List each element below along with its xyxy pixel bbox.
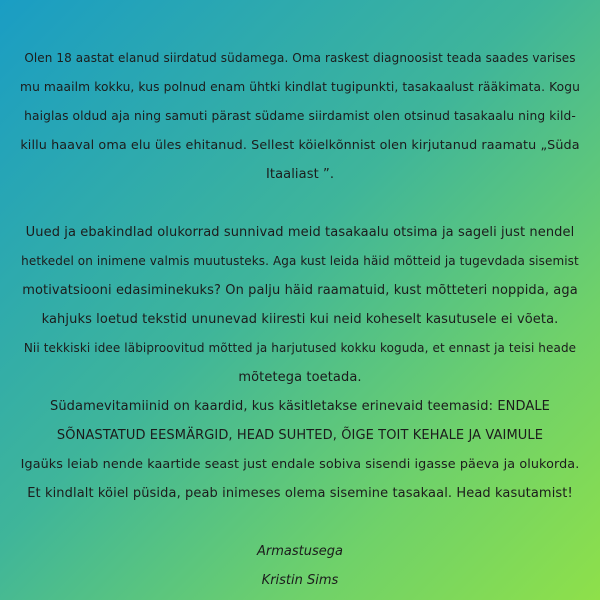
text-line: Et kindlalt köiel püsida, peab inimeses olema sisemine tasakaal. Head kasutamist!	[27, 486, 573, 501]
paragraph-gap	[0, 508, 600, 537]
body-paragraph	[20, 218, 580, 508]
text-line: Uued ja ebakindlad olukorrad sunnivad meid tasakaalu otsima ja sageli just nendel	[25, 225, 575, 240]
text-line: Südamevitamiinid on kaardid, kus käsitletakse erinevaid teemasid: ENDALE	[49, 399, 551, 414]
text-line: kahjuks loetud tekstid ununevad kiiresti kui neid koheselt kasutusele ei võeta.	[41, 312, 559, 327]
text-line: Itaaliast ”.	[265, 167, 335, 182]
signature-block	[20, 537, 580, 595]
text-line: motivatsiooni edasiminekuks? On palju häid raamatuid, kust mõtteteri noppida, aga	[22, 283, 578, 298]
text-line: mõtetega toetada.	[238, 370, 362, 385]
intro-paragraph	[20, 44, 580, 189]
paragraph-gap	[0, 189, 600, 218]
text-line: Olen 18 aastat elanud siirdatud südamega. Oma raskest diagnoosist teada saades varises	[24, 51, 576, 65]
text-line: haiglas oldud aja ning samuti pärast südame siirdamist olen otsinud tasakaalu ning kild-	[24, 109, 576, 123]
signature-name: Kristin Sims	[261, 573, 339, 588]
text-line: Igaüks leiab nende kaartide seast just endale sobiva sisendi igasse päeva ja olukorda.	[20, 457, 580, 472]
text-line: SÕNASTATUD EESMÄRGID, HEAD SUHTED, ÕIGE TOIT KEHALE JA VAIMULE	[56, 428, 544, 443]
text-line: mu maailm kokku, kus polnud enam ühtki kindlat tugipunkti, tasakaalust rääkimata. Kogu	[20, 80, 580, 94]
text-line: hetkedel on inimene valmis muutusteks. Aga kust leida häid mõtteid ja tugevdada sisemist	[21, 254, 579, 268]
signature-greeting: Armastusega	[257, 544, 343, 559]
text-line: Nii tekkiski idee läbiproovitud mõtted ja harjutused kokku koguda, et ennast ja teisi heade	[23, 341, 577, 355]
text-line: killu haaval oma elu üles ehitanud. Sellest köielkõnnist olen kirjutanud raamatu „Süda	[20, 138, 580, 153]
